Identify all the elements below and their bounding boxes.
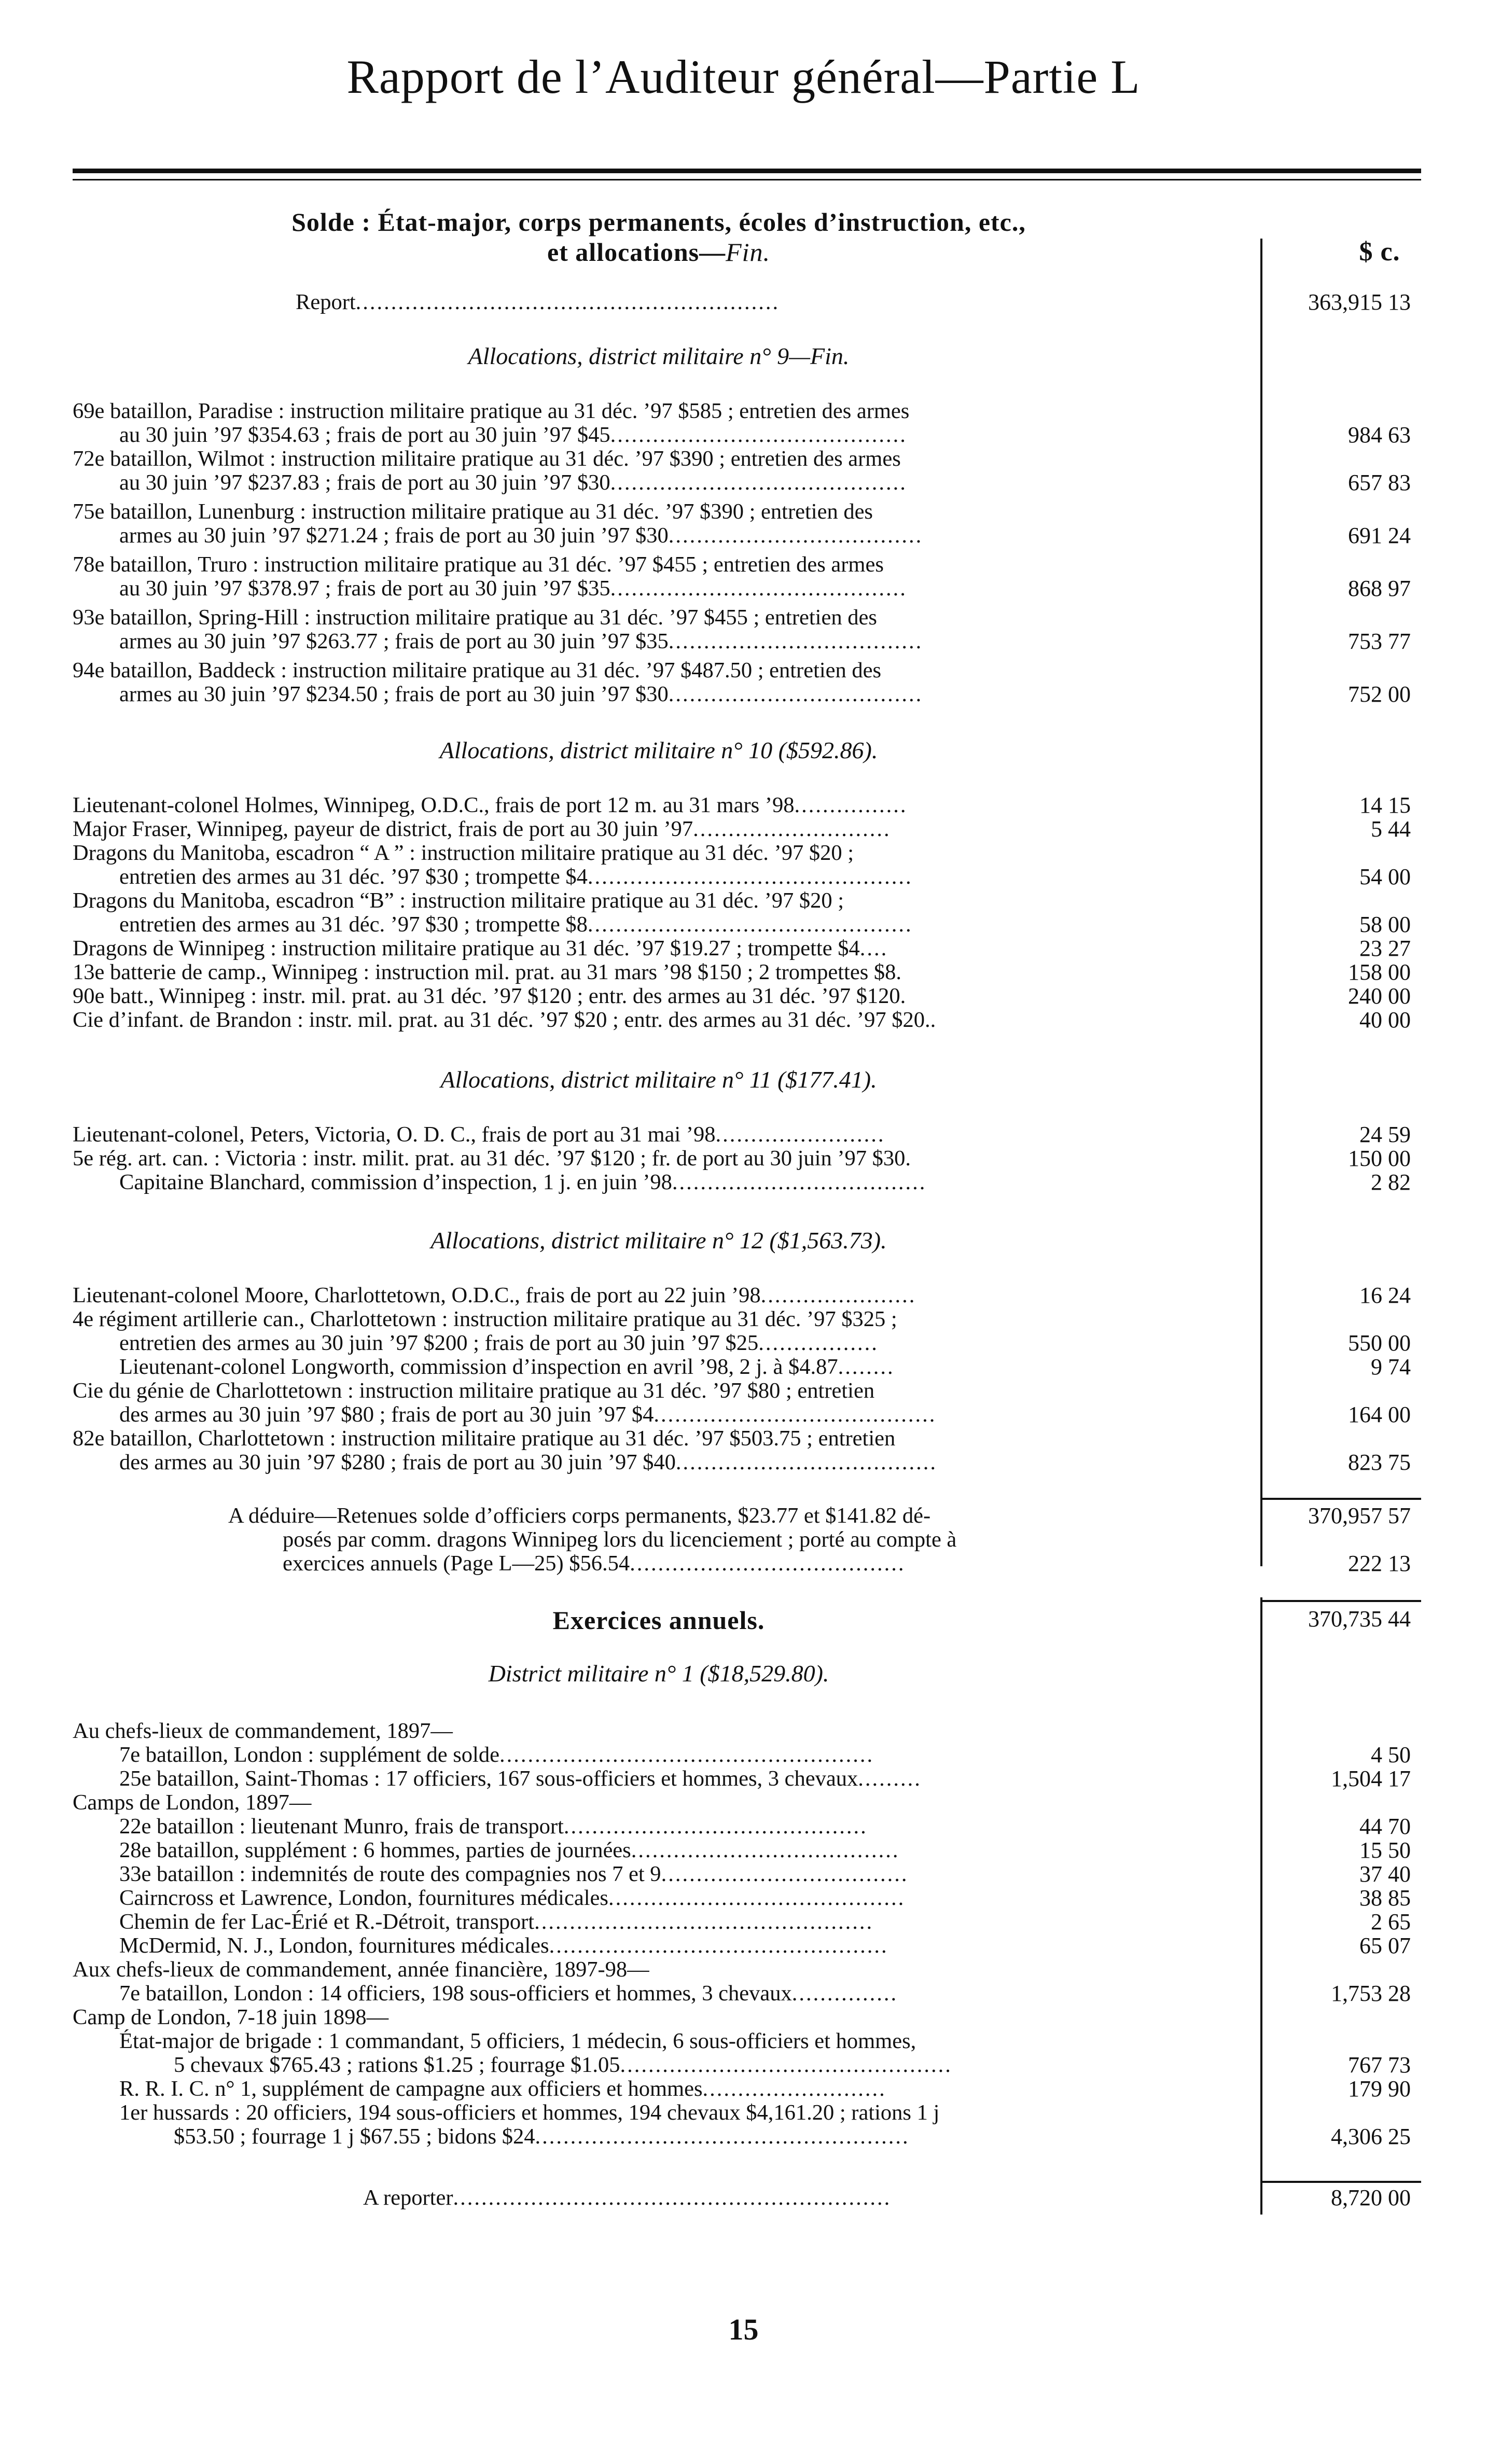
line-text: Cairncross et Lawrence, London, fournitures médicales — [119, 1886, 608, 1910]
dot-leader: .............................................. — [587, 913, 913, 937]
ledger-line — [73, 841, 1255, 865]
ledger-line — [119, 1910, 1255, 1934]
line-text: au 30 juin ’97 $354.63 ; frais de port au 30 juin ’97 $45 — [119, 423, 610, 447]
dot-leader: .............................................................. — [453, 2186, 892, 2210]
ledger-line — [73, 1791, 1255, 1815]
ledger-line — [73, 399, 1255, 423]
ledger-line — [73, 500, 1255, 524]
ledger-line — [174, 2125, 1255, 2149]
amount-cell: 363,915 13 — [1308, 289, 1411, 315]
subsection-heading: Allocations, district militaire n° 12 ($1,563.73). — [430, 1227, 887, 1254]
dot-leader: ........................ — [715, 1123, 885, 1147]
dot-leader: ........ — [838, 1355, 895, 1379]
ledger-line — [73, 794, 1255, 817]
amount-cell: 5 44 — [1371, 816, 1411, 842]
line-text: Aux chefs-lieux de commandement, année financière, 1897-98— — [73, 1958, 649, 1982]
dot-leader: ............................ — [693, 817, 891, 841]
line-text: Dragons du Manitoba, escadron “ A ” : instruction militaire pratique au 31 déc. ’97 $20 ; — [73, 841, 854, 865]
ledger-line — [174, 2053, 1255, 2077]
ledger-line — [73, 1958, 1255, 1982]
line-text: Camps de London, 1897— — [73, 1791, 312, 1815]
dot-leader: ......... — [858, 1767, 922, 1791]
line-text: 5e rég. art. can. : Victoria : instr. milit. prat. au 31 déc. ’97 $120 ; fr. de port au 30 juin ’97 $30. — [73, 1147, 911, 1171]
header-rule-thick — [73, 169, 1421, 173]
ledger-line — [119, 1982, 1255, 2006]
dot-leader: .......................................... — [610, 471, 907, 495]
amount-cell: 37 40 — [1359, 1861, 1411, 1887]
amount-cell: 370,735 44 — [1308, 1606, 1411, 1632]
amount-column-rule-bottom — [1260, 1597, 1262, 2215]
subsection-heading: District militaire n° 1 ($18,529.80). — [488, 1660, 829, 1687]
amount-cell: 823 75 — [1348, 1450, 1411, 1475]
line-text: 1er hussards : 20 officiers, 194 sous-officiers et hommes, 194 chevaux $4,161.20 ; rations 1 j — [119, 2101, 940, 2125]
line-text: Major Fraser, Winnipeg, payeur de district, frais de port au 30 juin ’97 — [73, 817, 693, 841]
ledger-line — [119, 1862, 1255, 1886]
line-text: 75e bataillon, Lunenburg : instruction militaire pratique au 31 déc. ’97 $390 ; entretien des — [73, 500, 873, 524]
ledger-line — [119, 683, 1255, 706]
ledger-line — [73, 1284, 1255, 1307]
ledger-line — [119, 913, 1255, 937]
line-text: des armes au 30 juin ’97 $80 ; frais de port au 30 juin ’97 $4 — [119, 1403, 654, 1427]
amount-cell: 752 00 — [1348, 681, 1411, 707]
line-text: Report — [296, 290, 356, 314]
ledger-line — [119, 423, 1255, 447]
ledger-line — [119, 2029, 1255, 2053]
section-title-line2: et allocations—Fin. — [547, 238, 771, 267]
amount-cell: 753 77 — [1348, 629, 1411, 654]
ledger-line — [119, 1451, 1255, 1474]
dot-leader: ...................... — [760, 1284, 916, 1307]
line-text: 78e bataillon, Truro : instruction militaire pratique au 31 déc. ’97 $455 ; entretien des armes — [73, 553, 884, 577]
ledger-line — [73, 1008, 1255, 1032]
amount-cell: 8,720 00 — [1331, 2185, 1411, 2210]
line-text: McDermid, N. J., London, fournitures médicales — [119, 1934, 549, 1958]
page-number: 15 — [728, 2313, 759, 2346]
amount-cell: 15 50 — [1359, 1837, 1411, 1863]
line-text: Dragons du Manitoba, escadron “B” : instruction militaire pratique au 31 déc. ’97 $20 ; — [73, 889, 844, 913]
line-text: 94e bataillon, Baddeck : instruction militaire pratique au 31 déc. ’97 $487.50 ; entretien des — [73, 659, 882, 683]
section-title-line1: Solde : État-major, corps permanents, écoles d’instruction, etc., — [291, 207, 1026, 236]
line-text: 72e bataillon, Wilmot : instruction militaire pratique au 31 déc. ’97 $390 ; entretien des armes — [73, 447, 901, 471]
line-text: 4e régiment artillerie can., Charlottetown : instruction militaire pratique au 31 déc. ’97 $325 ; — [73, 1307, 897, 1331]
line-text: État-major de brigade : 1 commandant, 5 officiers, 1 médecin, 6 sous-officiers et hommes, — [119, 2029, 916, 2053]
line-text: entretien des armes au 31 déc. ’97 $30 ; trompette $4 — [119, 865, 588, 889]
amount-cell: 158 00 — [1348, 959, 1411, 985]
ledger-line — [119, 1839, 1255, 1862]
ledger-line — [119, 630, 1255, 653]
amount-cell: 58 00 — [1359, 912, 1411, 937]
ledger-line — [73, 817, 1255, 841]
amount-cell: 40 00 — [1359, 1007, 1411, 1033]
amount-cell: 1,753 28 — [1331, 1981, 1411, 2006]
amount-cell: 9 74 — [1371, 1354, 1411, 1380]
amount-cell: 1,504 17 — [1331, 1766, 1411, 1791]
section-heading-exercices: Exercices annuels. — [552, 1606, 765, 1635]
amount-cell: 150 00 — [1348, 1146, 1411, 1171]
subsection-heading: Allocations, district militaire n° 11 ($177.41). — [440, 1066, 877, 1093]
ledger-line — [119, 865, 1255, 889]
dot-leader: .................................... — [668, 630, 923, 653]
ledger-line — [73, 1719, 1255, 1743]
amount-cell: 657 83 — [1348, 470, 1411, 495]
currency-header: $ c. — [1359, 237, 1400, 267]
line-text: Cie du génie de Charlottetown : instruction militaire pratique au 31 déc. ’97 $80 ; entretien — [73, 1379, 875, 1403]
line-text: armes au 30 juin ’97 $263.77 ; frais de port au 30 juin ’97 $35 — [119, 630, 669, 653]
line-text: 28e bataillon, supplément : 6 hommes, parties de journées — [119, 1839, 631, 1862]
line-text: Chemin de fer Lac-Érié et R.-Détroit, transport — [119, 1910, 535, 1934]
line-text: armes au 30 juin ’97 $234.50 ; frais de port au 30 juin ’97 $30 — [119, 683, 669, 706]
amount-cell: 767 73 — [1348, 2052, 1411, 2078]
dot-leader: ............................................................ — [355, 290, 780, 314]
subsection-heading: Allocations, district militaire n° 10 ($592.86). — [439, 737, 878, 763]
line-text: 33e bataillon : indemnités de route des compagnies nos 7 et 9 — [119, 1862, 661, 1886]
line-text: Camp de London, 7-18 juin 1898— — [73, 2006, 389, 2029]
ledger-line — [73, 553, 1255, 577]
line-text: Cie d’infant. de Brandon : instr. mil. prat. au 31 déc. ’97 $20 ; entr. des armes au 31 déc. ’97 $20.. — [73, 1008, 936, 1032]
amount-cell: 370,957 57 — [1308, 1503, 1411, 1528]
ledger-line — [119, 1934, 1255, 1958]
ledger-line — [73, 937, 1255, 960]
line-text: 13e batterie de camp., Winnipeg : instruction mil. prat. au 31 mars ’98 $150 ; 2 trompettes $8. — [73, 960, 901, 984]
line-text: Lieutenant-colonel, Peters, Victoria, O. D. C., frais de port au 31 mai ’98 — [73, 1123, 716, 1147]
ledger-line — [228, 1504, 1255, 1528]
line-text: A reporter — [363, 2186, 453, 2210]
ledger-line — [73, 1147, 1255, 1171]
ledger-line — [73, 659, 1255, 683]
ledger-line — [119, 524, 1255, 548]
line-text: des armes au 30 juin ’97 $280 ; frais de port au 30 juin ’97 $40 — [119, 1451, 676, 1474]
amount-cell: 4 50 — [1371, 1742, 1411, 1767]
amount-column-rule-top — [1260, 239, 1262, 1566]
dot-leader: .......................................... — [610, 423, 907, 447]
amount-cell: 179 90 — [1348, 2076, 1411, 2101]
dot-leader: ................................................ — [549, 1934, 888, 1958]
dot-leader: ................................................ — [534, 1910, 874, 1934]
ledger-line — [73, 1307, 1255, 1331]
dot-leader: .......................................... — [608, 1886, 906, 1910]
ledger-line — [73, 960, 1255, 984]
ledger-line — [119, 471, 1255, 495]
amount-cell: 164 00 — [1348, 1402, 1411, 1427]
ledger-line — [119, 1815, 1255, 1839]
dot-leader: ...................................... — [631, 1839, 900, 1862]
dot-leader: ................ — [794, 794, 908, 817]
dot-leader: .............................................. — [587, 865, 913, 889]
ledger-line — [119, 1886, 1255, 1910]
line-text: 22e bataillon : lieutenant Munro, frais de transport — [119, 1815, 564, 1839]
line-text: entretien des armes au 31 déc. ’97 $30 ; trompette $8 — [119, 913, 588, 937]
ledger-line — [296, 290, 1255, 314]
line-text: Dragons de Winnipeg : instruction militaire pratique au 31 déc. ’97 $19.27 ; trompette $4 — [73, 937, 860, 960]
ledger-line — [119, 1403, 1255, 1427]
line-text: 7e bataillon, London : supplément de solde — [119, 1743, 499, 1767]
subsection-heading: Allocations, district militaire n° 9—Fin. — [468, 343, 850, 369]
amount-cell: 16 24 — [1359, 1283, 1411, 1308]
amount-cell: 23 27 — [1359, 936, 1411, 961]
ledger-line — [73, 2006, 1255, 2029]
line-text: armes au 30 juin ’97 $271.24 ; frais de port au 30 juin ’97 $30 — [119, 524, 669, 548]
amount-cell: 984 63 — [1348, 422, 1411, 448]
header-rule-thin — [73, 179, 1421, 180]
line-text: 90e batt., Winnipeg : instr. mil. prat. au 31 déc. ’97 $120 ; entr. des armes au 31 déc. ’97 $120. — [73, 984, 906, 1008]
dot-leader: .......................... — [702, 2077, 886, 2101]
dot-leader: ................................... — [661, 1862, 909, 1886]
ledger-line — [283, 1552, 1255, 1576]
line-text: au 30 juin ’97 $378.97 ; frais de port au 30 juin ’97 $35 — [119, 577, 610, 601]
ledger-line — [119, 1331, 1255, 1355]
page-header-title: Rapport de l’Auditeur général—Partie L — [346, 50, 1141, 103]
amount-cell: 44 70 — [1359, 1814, 1411, 1839]
amount-cell: 14 15 — [1359, 792, 1411, 818]
amount-cell: 691 24 — [1348, 523, 1411, 548]
total-rule-3 — [1260, 2181, 1421, 2183]
dot-leader: ............... — [791, 1982, 898, 2006]
dot-leader: ............................................... — [620, 2053, 952, 2077]
amount-cell: 240 00 — [1348, 983, 1411, 1009]
amount-cell: 38 85 — [1359, 1885, 1411, 1911]
ledger-line — [119, 1355, 1255, 1379]
amount-cell: 550 00 — [1348, 1330, 1411, 1356]
ledger-line — [73, 1427, 1255, 1451]
ledger-line — [73, 1123, 1255, 1147]
ledger-line — [73, 984, 1255, 1008]
line-text: Au chefs-lieux de commandement, 1897— — [73, 1719, 453, 1743]
dot-leader: .......................................... — [610, 577, 907, 601]
ledger-line — [119, 2101, 1255, 2125]
ledger-line — [73, 447, 1255, 471]
total-rule-2 — [1260, 1600, 1421, 1602]
line-text: 82e bataillon, Charlottetown : instruction militaire pratique au 31 déc. ’97 $503.75 ; entretien — [73, 1427, 896, 1451]
ledger-line — [363, 2186, 1255, 2210]
line-text: 69e bataillon, Paradise : instruction militaire pratique au 31 déc. ’97 $585 ; entretien des armes — [73, 399, 910, 423]
line-text: 93e bataillon, Spring-Hill : instruction militaire pratique au 31 déc. ’97 $455 ; entretien des — [73, 606, 877, 630]
line-text: 25e bataillon, Saint-Thomas : 17 officiers, 167 sous-officiers et hommes, 3 chevaux — [119, 1767, 858, 1791]
line-text: exercices annuels (Page L—25) $56.54 — [283, 1552, 630, 1576]
dot-leader: .................................... — [672, 1171, 927, 1194]
amount-cell: 222 13 — [1348, 1551, 1411, 1576]
dot-leader: ........................................... — [563, 1815, 868, 1839]
total-rule-1 — [1260, 1498, 1421, 1500]
amount-cell: 24 59 — [1359, 1122, 1411, 1147]
line-text: Lieutenant-colonel Longworth, commission d’inspection en avril ’98, 2 j. à $4.87 — [119, 1355, 838, 1379]
dot-leader: .................................... — [668, 683, 923, 706]
line-text: Lieutenant-colonel Holmes, Winnipeg, O.D.C., frais de port 12 m. au 31 mars ’98 — [73, 794, 795, 817]
line-text: au 30 juin ’97 $237.83 ; frais de port au 30 juin ’97 $30 — [119, 471, 610, 495]
ledger-line — [119, 577, 1255, 601]
ledger-line — [119, 1767, 1255, 1791]
line-text: A déduire—Retenues solde d’officiers corps permanents, $23.77 et $141.82 dé- — [228, 1504, 931, 1528]
line-text: $53.50 ; fourrage 1 j $67.55 ; bidons $24 — [174, 2125, 535, 2149]
ledger-line — [73, 1379, 1255, 1403]
ledger-line — [119, 1743, 1255, 1767]
dot-leader: .... — [859, 937, 888, 960]
line-text: Capitaine Blanchard, commission d’inspection, 1 j. en juin ’98 — [119, 1171, 672, 1194]
ledger-line — [283, 1528, 1255, 1552]
ledger-line — [119, 1171, 1255, 1194]
ledger-line — [73, 889, 1255, 913]
dot-leader: ....................................... — [630, 1552, 906, 1576]
amount-cell: 2 82 — [1371, 1170, 1411, 1195]
ledger-line — [119, 2077, 1255, 2101]
amount-cell: 868 97 — [1348, 576, 1411, 601]
dot-leader: ..................................... — [675, 1451, 938, 1474]
line-text: entretien des armes au 30 juin ’97 $200 ; frais de port au 30 juin ’97 $25 — [119, 1331, 759, 1355]
dot-leader: .................................... — [668, 524, 923, 548]
line-text: posés par comm. dragons Winnipeg lors du licenciement ; porté au compte à — [283, 1528, 957, 1552]
dot-leader: ..................................................... — [499, 1743, 874, 1767]
line-text: R. R. I. C. n° 1, supplément de campagne aux officiers et hommes — [119, 2077, 703, 2101]
amount-cell: 65 07 — [1359, 1933, 1411, 1958]
amount-cell: 2 65 — [1371, 1909, 1411, 1934]
dot-leader: ..................................................... — [535, 2125, 910, 2149]
line-text: 5 chevaux $765.43 ; rations $1.25 ; fourrage $1.05 — [174, 2053, 620, 2077]
line-text: 7e bataillon, London : 14 officiers, 198 sous-officiers et hommes, 3 chevaux — [119, 1982, 792, 2006]
dot-leader: ................. — [758, 1331, 879, 1355]
line-text: Lieutenant-colonel Moore, Charlottetown, O.D.C., frais de port au 22 juin ’98 — [73, 1284, 761, 1307]
dot-leader: ........................................ — [654, 1403, 937, 1427]
amount-cell: 54 00 — [1359, 864, 1411, 889]
ledger-line — [73, 606, 1255, 630]
amount-cell: 4,306 25 — [1331, 2124, 1411, 2149]
